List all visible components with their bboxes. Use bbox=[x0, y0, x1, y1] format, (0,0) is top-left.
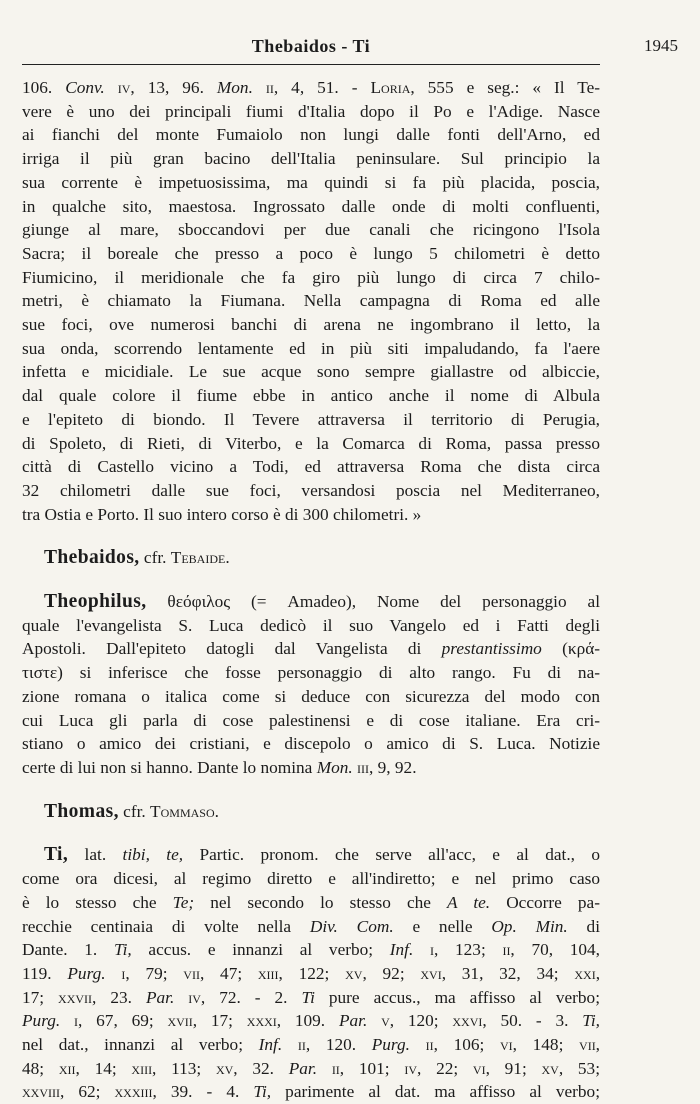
text-line: zione romana o italica come si deduce con sicurezza del modo con bbox=[22, 686, 600, 706]
text-line: sua onda, scorrendo lentamente ed in più siti impaludando, fa l'aere bbox=[22, 338, 600, 358]
headword: Ti, bbox=[44, 844, 69, 866]
entry-tevere-continued bbox=[22, 76, 600, 526]
text-line: è lo stesso che Te; nel secondo lo stesso che A te. Occorre pa- bbox=[22, 892, 600, 912]
entry-thebaidos bbox=[22, 546, 600, 570]
text-line: Thomas, cfr. Tommaso. bbox=[44, 800, 219, 822]
headword: Theophilus, bbox=[44, 591, 147, 613]
page-body bbox=[22, 76, 600, 1104]
text-line: dal quale colore il fiume ebbe in antico anche il nome di Albula bbox=[22, 386, 600, 406]
text-line: di Spoleto, di Rieti, di Viterbo, e la Comarca di Roma, passa presso bbox=[22, 433, 600, 453]
text-line: Dante. 1. Ti, accus. e innanzi al verbo; Inf. i, 123; ii, 70, 104, bbox=[22, 940, 600, 960]
text-line: e l'epiteto di biondo. Il Tevere attraversa il territorio di Perugia, bbox=[22, 409, 600, 429]
headword: Thebaidos, bbox=[44, 547, 140, 569]
text-line: sua corrente è impetuosissima, ma quindi si fa più placida, poscia, bbox=[22, 172, 600, 192]
header-rule bbox=[22, 64, 600, 65]
entry-theophilus bbox=[22, 590, 600, 780]
text-line: 32 chilometri dalle sue foci, versandosi poscia nel Mediterraneo, bbox=[22, 480, 600, 500]
text-line: città di Castello vicino a Todi, ed attraversa Roma che dista circa bbox=[22, 457, 600, 477]
text-line: Theophilus, θεόφιλος (= Amadeo), Nome del personaggio al bbox=[44, 591, 600, 613]
text-line: 119. Purg. i, 79; vii, 47; xiii, 122; xv, 92; xvi, 31, 32, 34; xxi, bbox=[22, 963, 601, 983]
text-line: sue foci, ove numerosi banchi di arena ne ingombrano il letto, la bbox=[22, 315, 600, 335]
entry-ti bbox=[22, 843, 600, 1104]
running-header bbox=[22, 36, 678, 60]
text-line: metri, è chiamato la Fiumana. Nella campagna di Roma ed alle bbox=[22, 291, 600, 311]
text-line: ai fianchi del monte Fumaiolo non lungi dalle fonti dell'Arno, ed bbox=[22, 125, 600, 145]
text-line: Thebaidos, cfr. Tebaide. bbox=[44, 547, 230, 569]
text-line: quale l'evangelista S. Luca dedicò il suo Vangelo ed i Fatti degli bbox=[22, 615, 600, 635]
headword: Thomas, bbox=[44, 800, 119, 822]
text-line: Purg. i, 67, 69; xvii, 17; xxxi, 109. Par. v, 120; xxvi, 50. - 3. Ti, bbox=[22, 1011, 600, 1031]
text-line: cui Luca gli parla di cose palestinensi e di cose italiane. Era cri- bbox=[22, 710, 600, 730]
text-line: giunge al mare, sboccandovi per due canali che ricingono l'Isola bbox=[22, 220, 600, 240]
text-line: τιστε) si inferisce che fosse personaggio di alto rango. Fu di na- bbox=[22, 663, 600, 683]
text-line: recchie centinaia di volte nella Div. Com. e nelle Op. Min. di bbox=[22, 916, 601, 936]
text-line: 106. Conv. iv, 13, 96. Mon. ii, 4, 51. - Loria, 555 e seg.: « Il Te- bbox=[22, 78, 601, 97]
text-line: Apostoli. Dall'epiteto datogli dal Vangelista di prestantissimo (κρά- bbox=[22, 639, 601, 659]
text-line: come ora dicesi, al regimo diretto e all'indiretto; e nel primo caso bbox=[22, 869, 600, 889]
text-line: stiano o amico dei cristiani, e discepolo o amico di S. Luca. Notizie bbox=[22, 734, 600, 754]
cross-reference: Tebaide. bbox=[170, 548, 230, 568]
text-line: tra Ostia e Porto. Il suo intero corso è di 300 chilometri. » bbox=[22, 504, 422, 524]
text-line: vere è uno dei principali fiumi d'Italia dopo il Po e l'Adige. Nasce bbox=[22, 101, 600, 121]
text-line: 17; xxvii, 23. Par. iv, 72. - 2. Ti pure accus., ma affisso al verbo; bbox=[22, 987, 600, 1007]
text-line: certe di lui non si hanno. Dante lo nomina Mon. iii, 9, 92. bbox=[22, 757, 417, 777]
text-line: irriga il più gran bacino dell'Italia peninsulare. Sul principio la bbox=[22, 149, 600, 169]
entry-thomas bbox=[22, 800, 600, 824]
text-line: nel dat., innanzi al verbo; Inf. ii, 120. Purg. ii, 106; vi, 148; vii, bbox=[22, 1035, 601, 1055]
text-line: Fiumicino, il meridionale che fa giro più lungo di circa 7 chilo- bbox=[22, 267, 600, 287]
running-head-title: Thebaidos - Ti bbox=[251, 36, 371, 56]
text-line: Ti, lat. tibi, te, Partic. pronom. che serve all'acc, e al dat., o bbox=[44, 844, 600, 866]
page-number: 1945 bbox=[644, 36, 678, 55]
text-line: 48; xii, 14; xiii, 113; xv, 32. Par. ii, 101; iv, 22; vi, 91; xv, 53; bbox=[22, 1058, 600, 1078]
cross-reference: Tommaso. bbox=[150, 801, 219, 821]
text-line: in qualche sito, maestosa. Ingrossato dalle onde di molti confluenti, bbox=[22, 196, 600, 216]
text-line: Sacra; il boreale che presso a poco è lungo 5 chilometri è detto bbox=[22, 243, 600, 263]
text-line: infetta e micidiale. Le sue acque sono sempre giallastre od albiccie, bbox=[22, 362, 600, 382]
text-line: xxviii, 62; xxxiii, 39. - 4. Ti, parimente al dat. ma affisso al verbo; bbox=[22, 1082, 600, 1102]
